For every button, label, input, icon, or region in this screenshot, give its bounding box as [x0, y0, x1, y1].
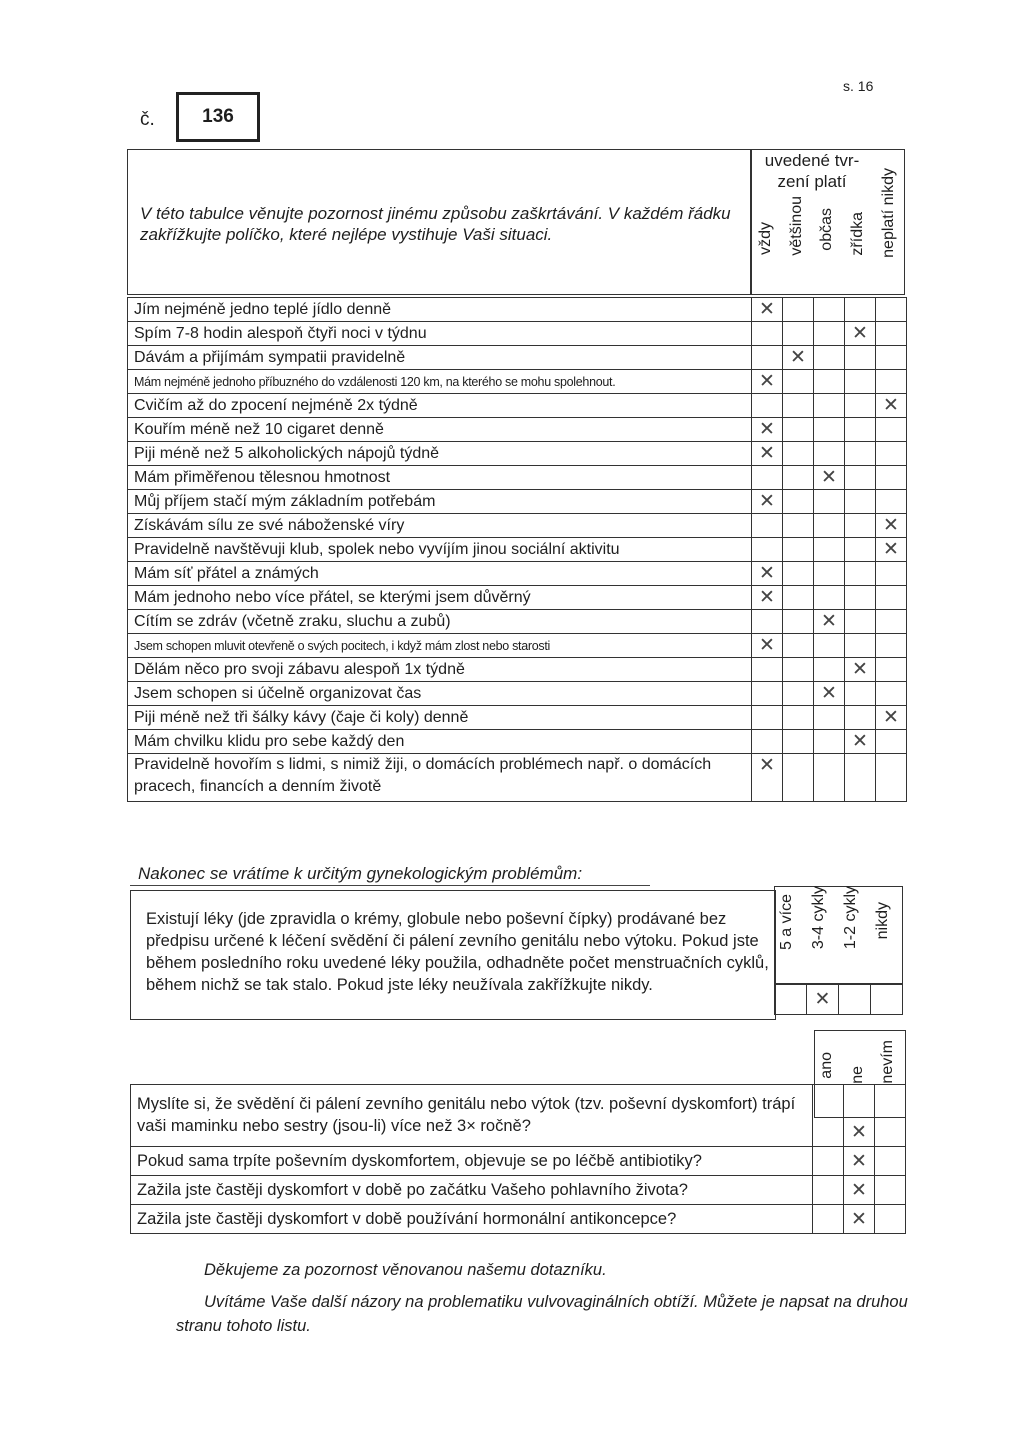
answer-checkbox[interactable]	[814, 586, 845, 610]
answer-checkbox[interactable]	[845, 370, 876, 394]
answer-checkbox[interactable]	[844, 1085, 875, 1147]
answer-checkbox[interactable]	[783, 730, 814, 754]
answer-checkbox[interactable]	[876, 538, 907, 562]
answer-checkbox[interactable]	[876, 634, 907, 658]
answer-checkbox[interactable]	[875, 1176, 906, 1205]
statement-row	[128, 442, 907, 466]
answer-checkbox[interactable]	[814, 754, 845, 802]
answer-checkbox[interactable]	[876, 610, 907, 634]
answer-checkbox[interactable]	[813, 1176, 844, 1205]
answer-checkbox[interactable]	[876, 370, 907, 394]
statement-text: Dávám a přijímám sympatii pravidelně	[128, 346, 752, 370]
section2-question: Existují léky (jde zpravidla o krémy, globule nebo poševní čípky) prodávané bez předpisu určené k léčení svědění či pálení zevního genitálu nebo výtoku. Pokud jste během posledního roku uvedené léky použila, odhadněte počet menstruačních cyklů, během nichž se tak stalo. Pokud jste léky neužívala zakřížkujte nikdy.	[146, 910, 769, 994]
answer-checkbox[interactable]	[752, 346, 783, 370]
statement-text: Piji méně než 5 alkoholických nápojů týdně	[128, 442, 752, 466]
answer-checkbox[interactable]	[752, 418, 783, 442]
answer-checkbox[interactable]	[876, 682, 907, 706]
answer-checkbox[interactable]	[752, 514, 783, 538]
statement-text: Piji méně než tři šálky kávy (čaje či koly) denně	[128, 706, 752, 730]
statement-text: Mám jednoho nebo více přátel, se kterými jsem důvěrný	[128, 586, 752, 610]
answer-checkbox[interactable]	[845, 418, 876, 442]
section2-answer-row	[774, 984, 903, 1015]
answer-checkbox[interactable]	[783, 586, 814, 610]
answer-checkbox[interactable]	[876, 466, 907, 490]
statement-row	[128, 658, 907, 682]
statement-row	[128, 490, 907, 514]
question-row	[131, 1205, 906, 1234]
question-row	[131, 1147, 906, 1176]
answer-checkbox[interactable]	[752, 538, 783, 562]
statement-text: Mám síť přátel a známých	[128, 562, 752, 586]
answer-checkbox[interactable]	[845, 634, 876, 658]
answer-checkbox[interactable]	[845, 610, 876, 634]
cross-mark: ✕	[759, 586, 775, 608]
statement-row	[128, 394, 907, 418]
section1-col-label-3: zřídka	[849, 212, 866, 256]
answer-checkbox[interactable]	[875, 1085, 906, 1147]
answer-checkbox[interactable]	[845, 682, 876, 706]
answer-checkbox[interactable]	[752, 370, 783, 394]
section3-col-label-1: ne	[849, 1066, 866, 1084]
section3-col-label-2: nevím	[879, 1040, 896, 1084]
statement-row	[128, 562, 907, 586]
answer-checkbox[interactable]	[783, 346, 814, 370]
statement-text: Pravidelně hovořím s lidmi, s nimiž žiji, o domácích problémech např. o domácích pracech, financích a denním životě	[128, 754, 752, 802]
cross-mark: ✕	[821, 682, 837, 704]
answer-row	[775, 985, 903, 1015]
answer-checkbox[interactable]	[783, 634, 814, 658]
answer-checkbox[interactable]	[814, 538, 845, 562]
cross-mark: ✕	[851, 1149, 867, 1172]
statement-row	[128, 730, 907, 754]
section2-title-underline	[130, 885, 650, 886]
statement-text: Mám chvilku klidu pro sebe každý den	[128, 730, 752, 754]
answer-checkbox[interactable]	[814, 514, 845, 538]
answer-checkbox[interactable]	[814, 490, 845, 514]
answer-checkbox[interactable]	[775, 985, 807, 1015]
section2-col-label-3: nikdy	[874, 902, 891, 940]
answer-checkbox[interactable]	[814, 346, 845, 370]
question-text: Zažila jste častěji dyskomfort v době používání hormonální antikoncepce?	[131, 1205, 813, 1234]
answer-checkbox[interactable]	[876, 730, 907, 754]
answer-checkbox[interactable]	[876, 490, 907, 514]
section1-table	[127, 297, 907, 802]
answer-checkbox[interactable]	[783, 394, 814, 418]
answer-checkbox[interactable]	[814, 562, 845, 586]
section1-col-label-4: neplatí nikdy	[880, 168, 897, 258]
answer-checkbox[interactable]	[814, 466, 845, 490]
answer-checkbox[interactable]	[813, 1147, 844, 1176]
cross-mark: ✕	[851, 1178, 867, 1201]
answer-checkbox[interactable]	[814, 682, 845, 706]
answer-checkbox[interactable]	[752, 466, 783, 490]
statement-text: Cítím se zdráv (včetně zraku, sluchu a zubů)	[128, 610, 752, 634]
answer-checkbox[interactable]	[844, 1176, 875, 1205]
answer-checkbox[interactable]	[752, 682, 783, 706]
cross-mark: ✕	[759, 370, 775, 392]
answer-checkbox[interactable]	[783, 370, 814, 394]
question-text: Zažila jste častěji dyskomfort v době po začátku Vašeho pohlavního života?	[131, 1176, 813, 1205]
question-row	[131, 1176, 906, 1205]
question-text: Myslíte si, že svědění či pálení zevního genitálu nebo výtok (tzv. poševní dyskomfort) trápí vaši maminku nebo sestry (jsou-li) více než 3× ročně?	[131, 1085, 813, 1147]
answer-checkbox[interactable]	[752, 754, 783, 802]
answer-checkbox[interactable]	[783, 658, 814, 682]
answer-checkbox[interactable]	[844, 1205, 875, 1234]
answer-checkbox[interactable]	[783, 538, 814, 562]
statement-row	[128, 682, 907, 706]
answer-checkbox[interactable]	[845, 562, 876, 586]
cross-mark: ✕	[759, 298, 775, 320]
answer-checkbox[interactable]	[814, 394, 845, 418]
statement-text: Jím nejméně jedno teplé jídlo denně	[128, 298, 752, 322]
section2-title: Nakonec se vrátíme k určitým gynekologickým problémům:	[138, 864, 583, 883]
answer-checkbox[interactable]	[783, 418, 814, 442]
answer-checkbox[interactable]	[876, 514, 907, 538]
answer-checkbox[interactable]	[839, 985, 871, 1015]
answer-checkbox[interactable]	[845, 586, 876, 610]
cross-mark: ✕	[883, 538, 899, 560]
statement-text: Kouřím méně než 10 cigaret denně	[128, 418, 752, 442]
answer-checkbox[interactable]	[845, 466, 876, 490]
statement-row	[128, 466, 907, 490]
cross-mark: ✕	[790, 346, 806, 368]
answer-checkbox[interactable]	[752, 490, 783, 514]
questionnaire-number: 136	[176, 92, 260, 142]
answer-checkbox[interactable]	[845, 322, 876, 346]
answer-checkbox[interactable]	[814, 730, 845, 754]
statement-text: Dělám něco pro svoji zábavu alespoň 1x týdně	[128, 658, 752, 682]
section1-col-label-1: většinou	[788, 196, 805, 256]
answer-checkbox[interactable]	[752, 442, 783, 466]
answer-checkbox[interactable]	[814, 418, 845, 442]
statement-row	[128, 370, 907, 394]
statement-text: Získávám sílu ze své náboženské víry	[128, 514, 752, 538]
statement-text: Cvičím až do zpocení nejméně 2x týdně	[128, 394, 752, 418]
answer-checkbox[interactable]	[876, 658, 907, 682]
answer-checkbox[interactable]	[783, 490, 814, 514]
cross-mark: ✕	[852, 322, 868, 344]
section1-instructions: V této tabulce věnujte pozornost jinému způsobu zaškrtávání. V každém řádku zakřížkujte políčko, které nejlépe vystihuje Vaši situaci.	[140, 204, 731, 244]
answer-checkbox[interactable]	[875, 1205, 906, 1234]
cross-mark: ✕	[759, 418, 775, 440]
answer-checkbox[interactable]	[845, 346, 876, 370]
section1-group-header: uvedené tvr-zení platí	[764, 151, 860, 191]
answer-checkbox[interactable]	[752, 634, 783, 658]
section1-col-label-0: vždy	[757, 222, 774, 255]
cross-mark: ✕	[883, 394, 899, 416]
answer-checkbox[interactable]	[783, 514, 814, 538]
statement-text: Mám nejméně jednoho příbuzného do vzdálenosti 120 km, na kterého se mohu spolehnout.	[128, 370, 752, 394]
answer-checkbox[interactable]	[814, 370, 845, 394]
answer-checkbox[interactable]	[814, 706, 845, 730]
answer-checkbox[interactable]	[814, 322, 845, 346]
statement-text: Pravidelně navštěvuji klub, spolek nebo vyvíjím jinou sociální aktivitu	[128, 538, 752, 562]
answer-checkbox[interactable]	[845, 514, 876, 538]
answer-checkbox[interactable]	[752, 706, 783, 730]
answer-checkbox[interactable]	[752, 394, 783, 418]
answer-checkbox[interactable]	[845, 730, 876, 754]
answer-checkbox[interactable]	[783, 442, 814, 466]
statement-row	[128, 634, 907, 658]
section2-col-label-2: 1-2 cykly	[842, 886, 859, 950]
answer-checkbox[interactable]	[875, 1147, 906, 1176]
statement-row	[128, 346, 907, 370]
answer-checkbox[interactable]	[752, 562, 783, 586]
statement-row	[128, 418, 907, 442]
answer-checkbox[interactable]	[783, 466, 814, 490]
statement-row	[128, 586, 907, 610]
statement-row	[128, 538, 907, 562]
answer-checkbox[interactable]	[844, 1147, 875, 1176]
answer-checkbox[interactable]	[783, 298, 814, 322]
answer-checkbox[interactable]	[845, 490, 876, 514]
answer-checkbox[interactable]	[783, 754, 814, 802]
answer-checkbox[interactable]	[876, 322, 907, 346]
answer-checkbox[interactable]	[876, 442, 907, 466]
statement-row	[128, 514, 907, 538]
answer-checkbox[interactable]	[783, 706, 814, 730]
answer-checkbox[interactable]	[783, 562, 814, 586]
answer-checkbox[interactable]	[752, 730, 783, 754]
answer-checkbox[interactable]	[876, 394, 907, 418]
answer-checkbox[interactable]	[752, 298, 783, 322]
answer-checkbox[interactable]	[845, 754, 876, 802]
answer-checkbox[interactable]	[845, 538, 876, 562]
answer-checkbox[interactable]	[783, 322, 814, 346]
answer-checkbox[interactable]	[845, 298, 876, 322]
answer-checkbox[interactable]	[876, 346, 907, 370]
section1-col-label-2: občas	[818, 208, 835, 251]
answer-checkbox[interactable]	[752, 586, 783, 610]
statement-text: Spím 7-8 hodin alespoň čtyři noci v týdnu	[128, 322, 752, 346]
answer-checkbox[interactable]	[814, 634, 845, 658]
cross-mark: ✕	[759, 754, 775, 776]
invite-text: Uvítáme Vaše další názory na problematiku vulvovaginálních obtíží. Můžete je napsat na druhou stranu tohoto listu.	[176, 1293, 908, 1335]
answer-checkbox[interactable]	[876, 706, 907, 730]
cross-mark: ✕	[852, 730, 868, 752]
cross-mark: ✕	[851, 1121, 867, 1143]
answer-checkbox[interactable]	[845, 442, 876, 466]
answer-checkbox[interactable]	[845, 658, 876, 682]
cross-mark: ✕	[883, 706, 899, 728]
cross-mark: ✕	[821, 610, 837, 632]
answer-checkbox[interactable]	[876, 418, 907, 442]
statement-text: Můj příjem stačí mým základním potřebám	[128, 490, 752, 514]
question-text: Pokud sama trpíte poševním dyskomfortem, objevuje se po léčbě antibiotiky?	[131, 1147, 813, 1176]
statement-row	[128, 298, 907, 322]
question-row	[131, 1085, 906, 1147]
statement-row	[128, 322, 907, 346]
answer-checkbox[interactable]	[752, 322, 783, 346]
statement-row	[128, 610, 907, 634]
answer-checkbox[interactable]	[783, 610, 814, 634]
section3-table	[130, 1084, 906, 1234]
cross-mark: ✕	[821, 466, 837, 488]
statement-row	[128, 706, 907, 730]
answer-checkbox[interactable]	[814, 610, 845, 634]
page-number: s. 16	[843, 78, 874, 94]
answer-checkbox[interactable]	[814, 658, 845, 682]
answer-checkbox[interactable]	[876, 298, 907, 322]
statement-text: Mám přiměřenou tělesnou hmotnost	[128, 466, 752, 490]
answer-checkbox[interactable]	[783, 682, 814, 706]
answer-checkbox[interactable]	[871, 985, 903, 1015]
cross-mark: ✕	[759, 562, 775, 584]
answer-checkbox[interactable]	[752, 610, 783, 634]
answer-checkbox[interactable]	[845, 706, 876, 730]
number-prefix: č.	[140, 109, 155, 130]
answer-checkbox[interactable]	[876, 586, 907, 610]
answer-checkbox[interactable]	[813, 1205, 844, 1234]
section2-col-label-1: 3-4 cykly	[810, 886, 827, 950]
answer-checkbox[interactable]	[845, 394, 876, 418]
cross-mark: ✕	[851, 1207, 867, 1230]
cross-mark: ✕	[883, 514, 899, 536]
answer-checkbox[interactable]	[814, 298, 845, 322]
statement-text: Jsem schopen mluvit otevřeně o svých pocitech, i když mám zlost nebo starosti	[128, 634, 752, 658]
answer-checkbox[interactable]	[752, 658, 783, 682]
cross-mark: ✕	[759, 490, 775, 512]
section2-col-label-0: 5 a více	[778, 894, 795, 951]
statement-row	[128, 754, 907, 802]
cross-mark: ✕	[814, 988, 831, 1010]
thanks-text: Děkujeme za pozornost věnovanou našemu dotazníku.	[204, 1261, 607, 1279]
answer-checkbox[interactable]	[876, 754, 907, 802]
answer-checkbox[interactable]	[807, 985, 839, 1015]
section3-col-label-0: ano	[818, 1052, 835, 1079]
answer-checkbox[interactable]	[814, 442, 845, 466]
cross-mark: ✕	[759, 442, 775, 464]
statement-text: Jsem schopen si účelně organizovat čas	[128, 682, 752, 706]
answer-checkbox[interactable]	[876, 562, 907, 586]
answer-checkbox[interactable]	[813, 1085, 844, 1147]
cross-mark: ✕	[852, 658, 868, 680]
cross-mark: ✕	[759, 634, 775, 656]
